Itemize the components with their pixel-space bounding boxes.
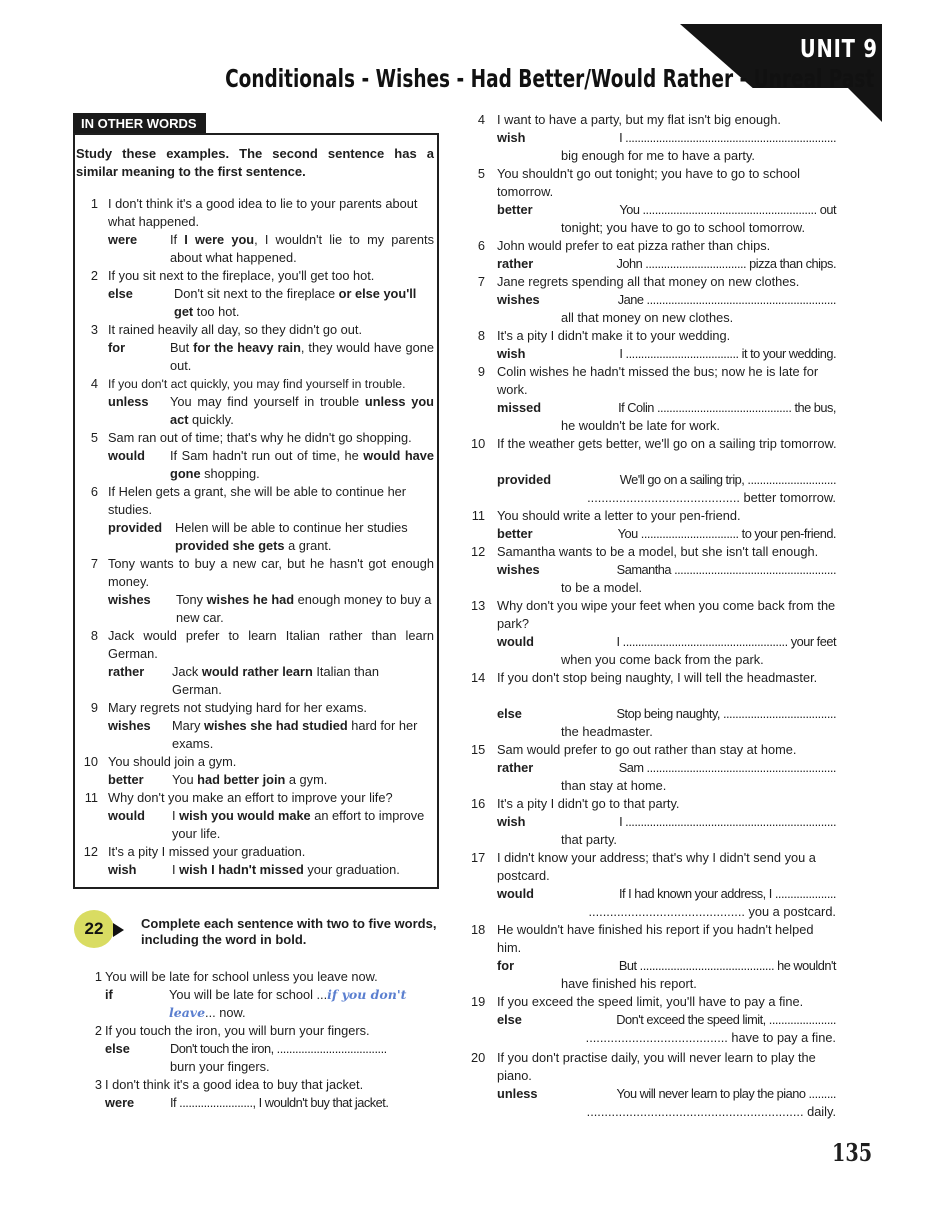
exercise-keyword: provided [497, 472, 552, 487]
exercise-keyword: would [497, 886, 534, 901]
badge-arrow-icon [113, 923, 124, 937]
example-item [76, 753, 436, 789]
exercise-instruction: Complete each sentence with two to five words, including the word in bold. [141, 916, 437, 947]
example-item [76, 429, 436, 483]
exercise-question: You will be late for school unless you leave now. [105, 969, 378, 984]
exercise-answer-blank[interactable]: Sam .............................................................. [618, 760, 836, 775]
example-question: It's a pity I missed your graduation. [108, 844, 306, 859]
exercise-item-number: 19 [471, 994, 486, 1009]
example-question: If you don't act quickly, you may find yourself in trouble. [108, 377, 406, 391]
exercise-item-number: 14 [471, 670, 486, 685]
exercise-item [471, 237, 839, 273]
exercise-question: If you touch the iron, you will burn your fingers. [105, 1023, 370, 1038]
exercise-item [471, 795, 839, 849]
example-keyword: for [108, 340, 126, 355]
example-number: 8 [90, 628, 98, 643]
exercise-question: He wouldn't have finished his report if you hadn't helped him. [497, 922, 814, 955]
exercise-keyword: better [497, 526, 533, 541]
exercise-answer-continued: ........................................... better tomorrow. [587, 490, 836, 505]
example-item [76, 627, 436, 699]
example-item [76, 267, 436, 321]
example-number: 3 [90, 322, 98, 337]
exercise-answer-continued: tonight; you have to go to school tomorrow. [561, 220, 805, 235]
exercise-keyword: missed [497, 400, 542, 415]
exercise-item [471, 327, 839, 363]
example-answer: Tony wishes he had enough money to buy a new car. [176, 592, 432, 625]
example-question: Why don't you make an effort to improve your life? [108, 790, 393, 805]
example-item [76, 843, 436, 879]
example-answer: You may find yourself in trouble unless you act quickly. [170, 394, 434, 427]
unit-label: UNIT 9 [800, 34, 878, 63]
exercise-answer-blank[interactable]: I ..................................................................... [619, 130, 836, 145]
example-number: 1 [90, 196, 98, 211]
exercise-question: Colin wishes he hadn't missed the bus; now he is late for work. [497, 364, 819, 397]
exercise-answer-blank[interactable]: You will never learn to play the piano ......... [616, 1086, 836, 1101]
exercise-question: Samantha wants to be a model, but she isn't tall enough. [497, 544, 819, 559]
exercise-item [471, 741, 839, 795]
exercise-question: Why don't you wipe your feet when you come back from the park? [497, 598, 836, 631]
example-answer: Helen will be able to continue her studies provided she gets a grant. [175, 520, 408, 553]
exercise-keyword: else [105, 1041, 130, 1056]
exercise-item-number: 18 [471, 922, 486, 937]
exercise-answer-continued: ........................................ have to pay a fine. [585, 1030, 836, 1045]
exercise-item-number: 15 [471, 742, 486, 757]
example-question: If Helen gets a grant, she will be able to continue her studies. [108, 484, 407, 517]
exercise-item-number: 9 [477, 364, 485, 379]
example-keyword: wishes [108, 592, 151, 607]
exercise-item-number: 20 [471, 1050, 486, 1065]
example-answer: Don't sit next to the fireplace or else you'll get too hot. [174, 286, 417, 319]
exercise-answer-blank[interactable]: We'll go on a sailing trip, ............................. [619, 472, 836, 487]
example-item [76, 195, 436, 267]
handwritten-answer: if you don't leave [169, 987, 407, 1020]
example-question: Mary regrets not studying hard for her exams. [108, 700, 367, 715]
exercise-answer-continued: than stay at home. [561, 778, 667, 793]
exercise-item-number: 12 [471, 544, 486, 559]
example-question: If you sit next to the fireplace, you'll get too hot. [108, 268, 375, 283]
example-item [76, 483, 436, 555]
example-keyword: wish [108, 862, 137, 877]
exercise-answer-continued: ............................................ you a postcard. [588, 904, 836, 919]
exercise-answer-continued: ............................................................. daily. [586, 1104, 836, 1119]
example-answer: I wish you would make an effort to improve your life. [172, 808, 425, 841]
example-item [76, 555, 436, 627]
exercise-answer-blank[interactable]: Don't touch the iron, .................................... [170, 1041, 387, 1056]
exercise-item [471, 543, 839, 597]
example-keyword: better [108, 772, 144, 787]
exercise-keyword: were [105, 1095, 135, 1110]
exercise-answer-continued: when you come back from the park. [561, 652, 764, 667]
exercise-question: It's a pity I didn't go to that party. [497, 796, 680, 811]
page-number: 135 [831, 1138, 872, 1167]
example-question: Tony wants to buy a new car, but he hasn't got enough money. [108, 556, 434, 589]
exercise-item [80, 1076, 442, 1112]
exercise-answer-blank[interactable]: I ..................................................................... [619, 814, 836, 829]
exercise-item [471, 921, 839, 993]
example-question: Jack would prefer to learn Italian rather than learn German. [108, 628, 434, 661]
exercise-item [80, 968, 442, 1022]
example-answer: If Sam hadn't run out of time, he would have gone shopping. [170, 448, 434, 481]
exercise-item-number: 4 [477, 112, 485, 127]
example-item [76, 375, 436, 429]
example-item [76, 789, 436, 843]
example-keyword: were [108, 232, 138, 247]
exercise-question: I didn't know your address; that's why I didn't send you a postcard. [497, 850, 816, 883]
exercise-answer-blank[interactable]: You ................................ to your pen-friend. [617, 526, 836, 541]
exercise-answer-blank[interactable]: Stop being naughty, ..................................... [616, 706, 836, 721]
example-item [76, 321, 436, 375]
exercise-question: If you exceed the speed limit, you'll have to pay a fine. [497, 994, 804, 1009]
example-number: 10 [83, 754, 98, 769]
exercise-answer-continued: to be a model. [561, 580, 643, 595]
exercise-item-number: 10 [471, 436, 486, 451]
example-question: I don't think it's a good idea to lie to your parents about what happened. [108, 196, 418, 229]
exercise-item [471, 435, 839, 507]
exercise-item [471, 597, 839, 669]
example-item [76, 699, 436, 753]
exercise-question: You shouldn't go out tonight; you have to go to school tomorrow. [497, 166, 800, 199]
exercise-question: If the weather gets better, we'll go on a sailing trip tomorrow. [497, 436, 837, 451]
exercise-answer-continued: that party. [561, 832, 617, 847]
exercise-keyword: wishes [497, 292, 540, 307]
example-number: 2 [90, 268, 98, 283]
exercise-keyword: wish [497, 130, 526, 145]
exercise-keyword: unless [497, 1086, 538, 1101]
exercise-keyword: wish [497, 814, 526, 829]
example-question: Sam ran out of time; that's why he didn't go shopping. [108, 430, 412, 445]
exercise-keyword: wish [497, 346, 526, 361]
example-answer: I wish I hadn't missed your graduation. [172, 862, 400, 877]
exercise-number-badge: 22 [74, 910, 114, 948]
example-number: 7 [90, 556, 98, 571]
exercise-answer-continued: big enough for me to have a party. [561, 148, 755, 163]
exercise-question: You should write a letter to your pen-friend. [497, 508, 741, 523]
example-number: 5 [90, 430, 98, 445]
example-keyword: would [108, 448, 145, 463]
example-number: 6 [90, 484, 98, 499]
exercise-answer-blank[interactable]: But ............................................ he wouldn't [618, 958, 836, 973]
exercise-keyword: would [497, 634, 534, 649]
exercise-item [80, 1022, 442, 1076]
exercise-answer-blank[interactable]: Samantha ..................................................... [616, 562, 836, 577]
exercise-item-number: 17 [471, 850, 486, 865]
exercise-question: Jane regrets spending all that money on new clothes. [497, 274, 800, 289]
exercise-question: Sam would prefer to go out rather than stay at home. [497, 742, 797, 757]
example-answer: Jack would rather learn Italian than German. [172, 664, 379, 697]
exercise-keyword: rather [497, 760, 534, 775]
exercise-answer-blank[interactable]: I ...................................................... your feet [616, 634, 836, 649]
exercise-keyword: rather [497, 256, 534, 271]
exercise-item-number: 11 [471, 508, 485, 523]
exercise-item-number: 2 [94, 1023, 102, 1038]
exercise-item-number: 8 [477, 328, 485, 343]
example-keyword: rather [108, 664, 145, 679]
example-number: 11 [84, 790, 98, 805]
example-number: 4 [90, 376, 98, 391]
exercise-answer-continued: have finished his report. [561, 976, 697, 991]
exercise-answer: You will be late for school ...if you don't leave... now. [169, 987, 407, 1020]
exercise-answer-continued: all that money on new clothes. [561, 310, 734, 325]
exercise-keyword: better [497, 202, 533, 217]
exercise-answer-blank[interactable]: If Colin ............................................ the bus, [618, 400, 836, 415]
exercise-question: John would prefer to eat pizza rather than chips. [497, 238, 771, 253]
exercise-answer-blank[interactable]: Jane .............................................................. [617, 292, 836, 307]
exercise-answer-blank[interactable]: You ......................................................... out [619, 202, 836, 217]
exercise-item [471, 993, 839, 1047]
exercise-question: I want to have a party, but my flat isn't big enough. [497, 112, 781, 127]
exercise-item-number: 13 [471, 598, 486, 613]
exercise-question: If you don't practise daily, you will never learn to play the piano. [497, 1050, 816, 1083]
exercise-question: I don't think it's a good idea to buy that jacket. [105, 1077, 364, 1092]
example-answer: Mary wishes she had studied hard for her exams. [172, 718, 418, 751]
exercise-item [471, 849, 839, 921]
example-answer: But for the heavy rain, they would have gone out. [170, 340, 435, 373]
example-keyword: provided [108, 520, 163, 535]
exercise-keyword: else [497, 1012, 522, 1027]
exercise-answer-continued: burn your fingers. [170, 1059, 270, 1074]
exercise-item-number: 1 [94, 969, 102, 984]
exercise-keyword: if [105, 987, 113, 1002]
example-question: You should join a gym. [108, 754, 237, 769]
exercise-answer-blank[interactable]: John ................................. pizza than chips. [616, 256, 836, 271]
exercise-item [471, 507, 839, 543]
exercise-item-number: 7 [477, 274, 485, 289]
exercise-answer-continued: he wouldn't be late for work. [561, 418, 720, 433]
example-number: 9 [90, 700, 98, 715]
exercise-keyword: for [497, 958, 515, 973]
example-keyword: unless [108, 394, 149, 409]
exercise-question: It's a pity I didn't make it to your wedding. [497, 328, 731, 343]
exercise-item [471, 669, 839, 741]
example-keyword: would [108, 808, 145, 823]
exercise-keyword: wishes [497, 562, 540, 577]
example-keyword: else [108, 286, 133, 301]
exercise-item [471, 1049, 839, 1121]
exercise-item [471, 165, 839, 237]
exercise-answer-blank[interactable]: I ..................................... it to your wedding. [619, 346, 836, 361]
exercise-answer-blank[interactable]: If I had known your address, I .................... [618, 886, 836, 901]
exercise-item-number: 16 [471, 796, 486, 811]
example-number: 12 [83, 844, 98, 859]
section-label: IN OTHER WORDS [73, 113, 206, 133]
example-answer: If I were you, I wouldn't lie to my parents about what happened. [170, 232, 434, 265]
exercise-item-number: 5 [477, 166, 485, 181]
exercise-keyword: else [497, 706, 522, 721]
example-keyword: wishes [108, 718, 151, 733]
exercise-item [471, 273, 839, 327]
example-answer: You had better join a gym. [172, 772, 328, 787]
exercise-answer-continued: the headmaster. [561, 724, 653, 739]
page-title: Conditionals - Wishes - Had Better/Would Rather - Unreal Past [224, 64, 874, 93]
exercise-item-number: 3 [94, 1077, 102, 1092]
example-question: It rained heavily all day, so they didn't go out. [108, 322, 363, 337]
exercise-item [471, 111, 839, 165]
exercise-item [471, 363, 839, 435]
exercise-question: If you don't stop being naughty, I will tell the headmaster. [497, 670, 818, 685]
exercise-answer-blank[interactable]: Don't exceed the speed limit, ...................... [616, 1012, 836, 1027]
examples-intro: Study these examples. The second sentence has a similar meaning to the first sentence. [76, 146, 434, 179]
exercise-answer-blank[interactable]: If ........................, I wouldn't buy that jacket. [170, 1095, 389, 1110]
exercise-item-number: 6 [477, 238, 485, 253]
